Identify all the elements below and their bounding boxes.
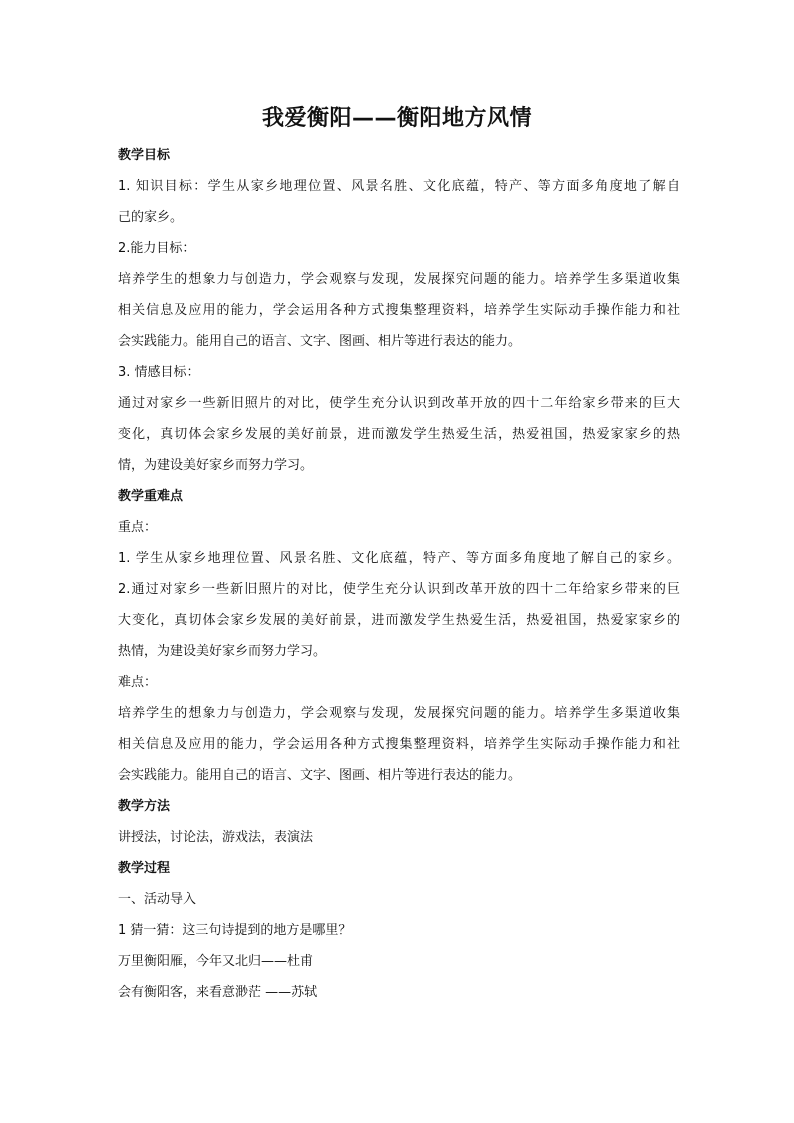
paragraph-line: 大变化，真切体会家乡发展的美好前景，进而激发学生热爱生活，热爱祖国，热爱家家乡的 xyxy=(118,613,680,628)
paragraph-line: 会实践能力。能用自己的语言、文字、图画、相片等进行表达的能力。 xyxy=(118,768,522,783)
paragraph-line: 情，为建设美好家乡而努力学习。 xyxy=(118,458,314,473)
paragraph-line: 变化，真切体会家乡发展的美好前景，进而激发学生热爱生活，热爱祖国，热爱家家乡的热 xyxy=(118,427,680,442)
paragraph-line: 讲授法，讨论法，游戏法，表演法 xyxy=(118,830,314,845)
paragraph-line: 会实践能力。能用自己的语言、文字、图画、相片等进行表达的能力。 xyxy=(118,334,522,349)
paragraph-line: 1. 知识目标：学生从家乡地理位置、风景名胜、文化底蕴，特产、等方面多角度地了解自 xyxy=(118,179,680,194)
paragraph-line: 1 猜一猜：这三句诗提到的地方是哪里？ xyxy=(118,923,352,938)
paragraph-line: 热情，为建设美好家乡而努力学习。 xyxy=(118,644,327,659)
document-title: 我爱衡阳——衡阳地方风情 xyxy=(261,106,532,131)
paragraph-line: 3. 情感目标： xyxy=(118,365,200,380)
paragraph-line: 2.通过对家乡一些新旧照片的对比，使学生充分认识到改革开放的四十二年给家乡带来的巨 xyxy=(118,582,680,597)
section-heading: 教学过程 xyxy=(118,861,171,876)
paragraph-line: 相关信息及应用的能力，学会运用各种方式搜集整理资料，培养学生实际动手操作能力和社 xyxy=(118,737,680,752)
paragraph-line: 会有衡阳客，来看意渺茫 ——苏轼 xyxy=(118,985,318,1000)
paragraph-line: 己的家乡。 xyxy=(118,210,184,225)
paragraph-line: 1. 学生从家乡地理位置、风景名胜、文化底蕴，特产、等方面多角度地了解自己的家乡。 xyxy=(118,551,680,566)
section-heading: 教学方法 xyxy=(118,799,171,814)
paragraph-line: 万里衡阳雁，今年又北归——杜甫 xyxy=(118,954,314,969)
paragraph-line: 一、活动导入 xyxy=(118,892,197,907)
paragraph-line: 培养学生的想象力与创造力，学会观察与发现，发展探究问题的能力。培养学生多渠道收集 xyxy=(118,706,680,721)
paragraph-line: 2.能力目标： xyxy=(118,241,196,256)
paragraph-line: 培养学生的想象力与创造力，学会观察与发现，发展探究问题的能力。培养学生多渠道收集 xyxy=(118,272,680,287)
document-body xyxy=(118,140,680,1008)
paragraph-line: 相关信息及应用的能力，学会运用各种方式搜集整理资料，培养学生实际动手操作能力和社 xyxy=(118,303,680,318)
paragraph-line: 通过对家乡一些新旧照片的对比，使学生充分认识到改革开放的四十二年给家乡带来的巨大 xyxy=(118,396,680,411)
section-heading: 教学目标 xyxy=(118,148,171,163)
section-heading: 教学重难点 xyxy=(118,489,184,504)
paragraph-line: 难点： xyxy=(118,675,158,690)
paragraph-line: 重点： xyxy=(118,520,158,535)
